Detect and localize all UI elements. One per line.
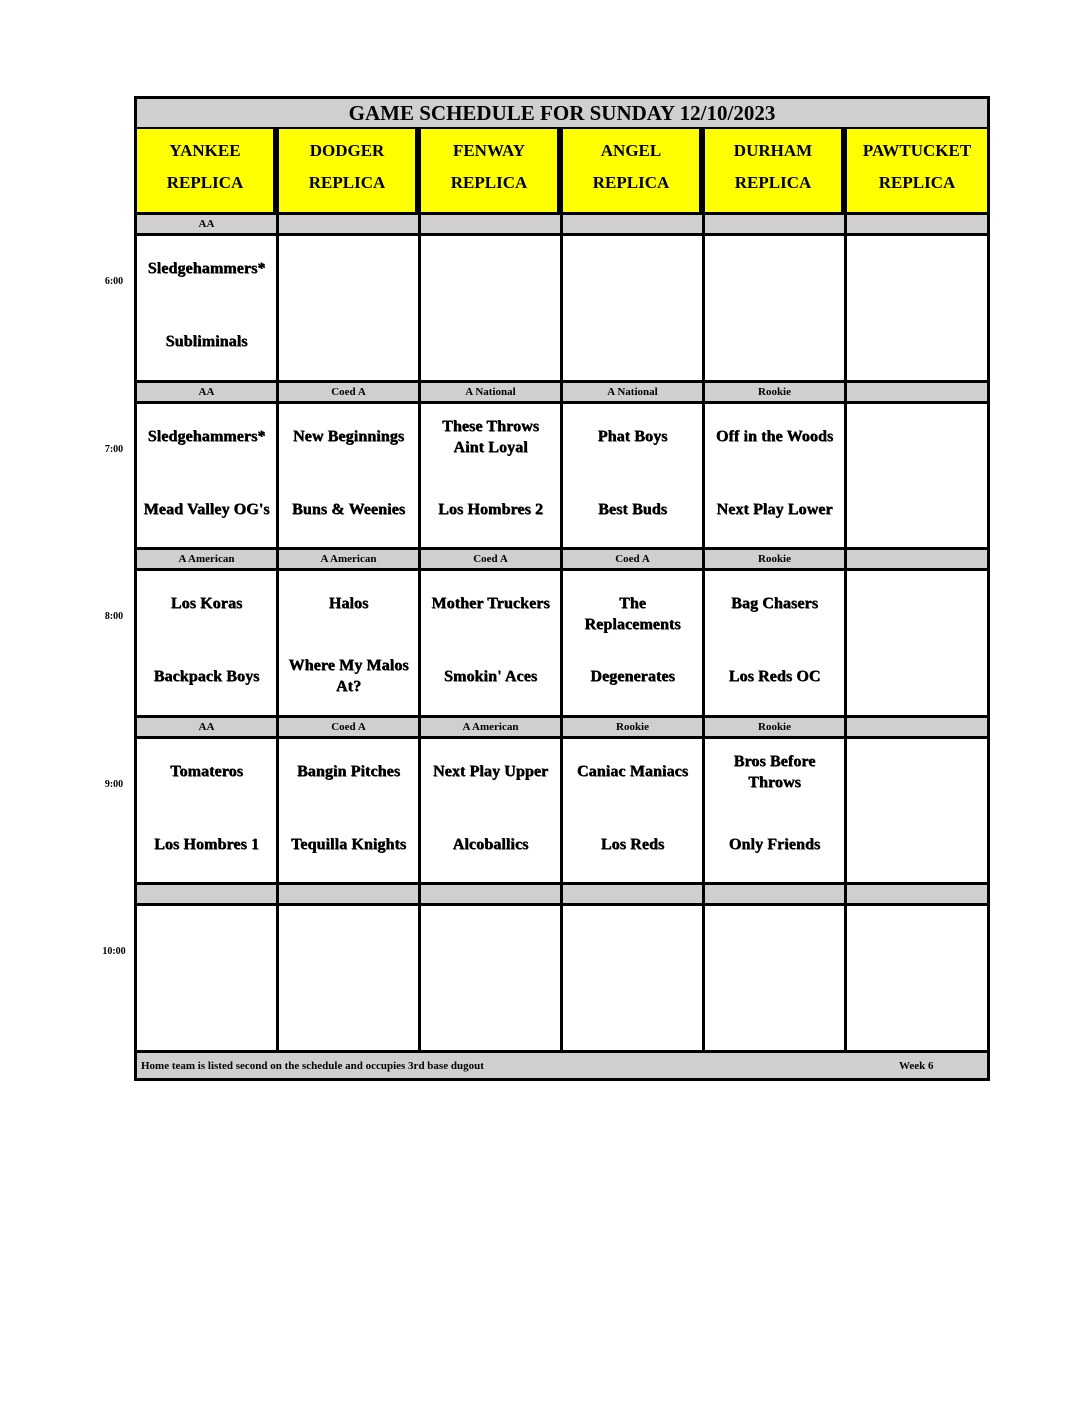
game-cell	[137, 571, 279, 714]
division-label: Rookie	[705, 380, 844, 404]
home-team: Los Reds OC	[728, 668, 821, 685]
division-label: A American	[421, 715, 560, 739]
home-team: Subliminals	[165, 333, 248, 350]
away-team: Bangin Pitches	[296, 763, 401, 780]
division-label	[705, 882, 844, 906]
away-team: Next Play Upper	[432, 763, 549, 780]
division-label: A American	[279, 547, 418, 571]
game-cell	[705, 404, 847, 547]
division-label	[421, 212, 560, 236]
game-cell	[847, 739, 987, 882]
home-team: Buns & Weenies	[291, 501, 406, 518]
schedule-footer	[137, 1050, 987, 1078]
time-label: 10:00	[102, 946, 126, 957]
game-cell	[279, 739, 421, 882]
home-team: Next Play Lower	[716, 501, 833, 518]
division-label	[847, 212, 987, 236]
time-label: 7:00	[104, 444, 124, 455]
division-label: AA	[137, 715, 276, 739]
division-label	[847, 380, 987, 404]
division-label: Rookie	[705, 547, 844, 571]
field-header	[421, 129, 560, 213]
away-team: Caniac Maniacs	[576, 763, 689, 780]
column-divider	[844, 129, 847, 1051]
game-cell	[421, 404, 563, 547]
column-divider	[276, 129, 279, 1051]
division-label	[279, 882, 418, 906]
time-label: 6:00	[104, 276, 124, 287]
home-team: Los Hombres 1	[153, 836, 259, 853]
away-team: These Throws Aint Loyal	[441, 418, 540, 456]
game-cell	[137, 404, 279, 547]
field-header	[705, 129, 844, 213]
game-cell	[847, 571, 987, 714]
field-header	[563, 129, 702, 213]
home-team: Where My Malos At?	[288, 657, 409, 695]
field-subtitle: REPLICA	[878, 173, 956, 192]
game-cell	[705, 236, 847, 379]
division-label	[563, 882, 702, 906]
division-label	[137, 882, 276, 906]
game-cell	[279, 906, 421, 1049]
division-label: Rookie	[705, 715, 844, 739]
away-team: New Beginnings	[292, 428, 405, 445]
field-header	[847, 129, 987, 213]
game-cell	[705, 739, 847, 882]
field-name: DODGER	[309, 141, 385, 160]
schedule-title: GAME SCHEDULE FOR SUNDAY 12/10/2023	[137, 99, 987, 129]
division-label	[705, 212, 844, 236]
division-label: Coed A	[279, 715, 418, 739]
division-label: Coed A	[421, 547, 560, 571]
game-cell	[421, 571, 563, 714]
home-team: Backpack Boys	[153, 668, 260, 685]
game-cell	[847, 906, 987, 1049]
field-name: FENWAY	[452, 141, 526, 160]
column-divider	[560, 129, 563, 1051]
home-team: Alcoballics	[452, 836, 529, 853]
week-label: Week 6	[899, 1060, 934, 1072]
column-divider	[702, 129, 705, 1051]
home-team-note: Home team is listed second on the schedule and occupies 3rd base dugout	[141, 1060, 484, 1072]
away-team: Los Koras	[170, 595, 243, 612]
home-team: Only Friends	[728, 836, 821, 853]
away-team: Sledgehammers*	[147, 260, 266, 277]
away-team: Phat Boys	[597, 428, 668, 445]
division-label	[847, 715, 987, 739]
division-label	[279, 212, 418, 236]
game-cell	[563, 236, 705, 379]
game-cell	[563, 404, 705, 547]
away-team: The Replacements	[584, 595, 681, 633]
field-header	[279, 129, 418, 213]
game-cell	[279, 236, 421, 379]
division-label: Rookie	[563, 715, 702, 739]
field-header	[137, 129, 276, 213]
column-divider	[418, 129, 421, 1051]
game-cell	[421, 236, 563, 379]
time-label: 8:00	[104, 611, 124, 622]
game-cell	[847, 404, 987, 547]
division-label	[847, 882, 987, 906]
division-label	[563, 212, 702, 236]
time-label: 9:00	[104, 779, 124, 790]
schedule-table	[134, 96, 990, 1081]
home-team: Degenerates	[590, 668, 675, 685]
field-subtitle: REPLICA	[308, 173, 386, 192]
home-team: Mead Valley OG's	[143, 501, 270, 518]
away-team: Off in the Woods	[715, 428, 834, 445]
field-name: PAWTUCKET	[862, 141, 972, 160]
game-cell	[563, 739, 705, 882]
away-team: Mother Truckers	[431, 595, 550, 612]
away-team: Bag Chasers	[731, 595, 818, 612]
division-label: A National	[563, 380, 702, 404]
field-subtitle: REPLICA	[166, 173, 244, 192]
game-cell	[279, 404, 421, 547]
game-cell	[563, 571, 705, 714]
away-team: Tomateros	[170, 763, 243, 780]
game-cell	[279, 571, 421, 714]
away-team: Sledgehammers*	[147, 428, 266, 445]
game-cell	[137, 739, 279, 882]
game-cell	[421, 906, 563, 1049]
game-cell	[421, 739, 563, 882]
game-cell	[563, 906, 705, 1049]
away-team: Halos	[328, 595, 369, 612]
field-name: YANKEE	[169, 141, 241, 160]
field-name: ANGEL	[600, 141, 662, 160]
home-team: Los Hombres 2	[437, 501, 543, 518]
away-team: Bros Before Throws	[733, 753, 816, 791]
game-cell	[705, 906, 847, 1049]
game-cell	[847, 236, 987, 379]
division-label: A National	[421, 380, 560, 404]
home-team: Los Reds	[600, 836, 665, 853]
division-label	[421, 882, 560, 906]
field-subtitle: REPLICA	[592, 173, 670, 192]
game-cell	[137, 236, 279, 379]
division-label: AA	[137, 380, 276, 404]
division-label: A American	[137, 547, 276, 571]
home-team: Tequilla Knights	[290, 836, 407, 853]
field-subtitle: REPLICA	[734, 173, 812, 192]
home-team: Best Buds	[598, 501, 667, 518]
game-cell	[705, 571, 847, 714]
division-label: Coed A	[279, 380, 418, 404]
field-name: DURHAM	[733, 141, 813, 160]
division-label	[847, 547, 987, 571]
division-label: AA	[137, 212, 276, 236]
home-team: Smokin' Aces	[443, 668, 538, 685]
game-cell	[137, 906, 279, 1049]
field-subtitle: REPLICA	[450, 173, 528, 192]
division-label: Coed A	[563, 547, 702, 571]
